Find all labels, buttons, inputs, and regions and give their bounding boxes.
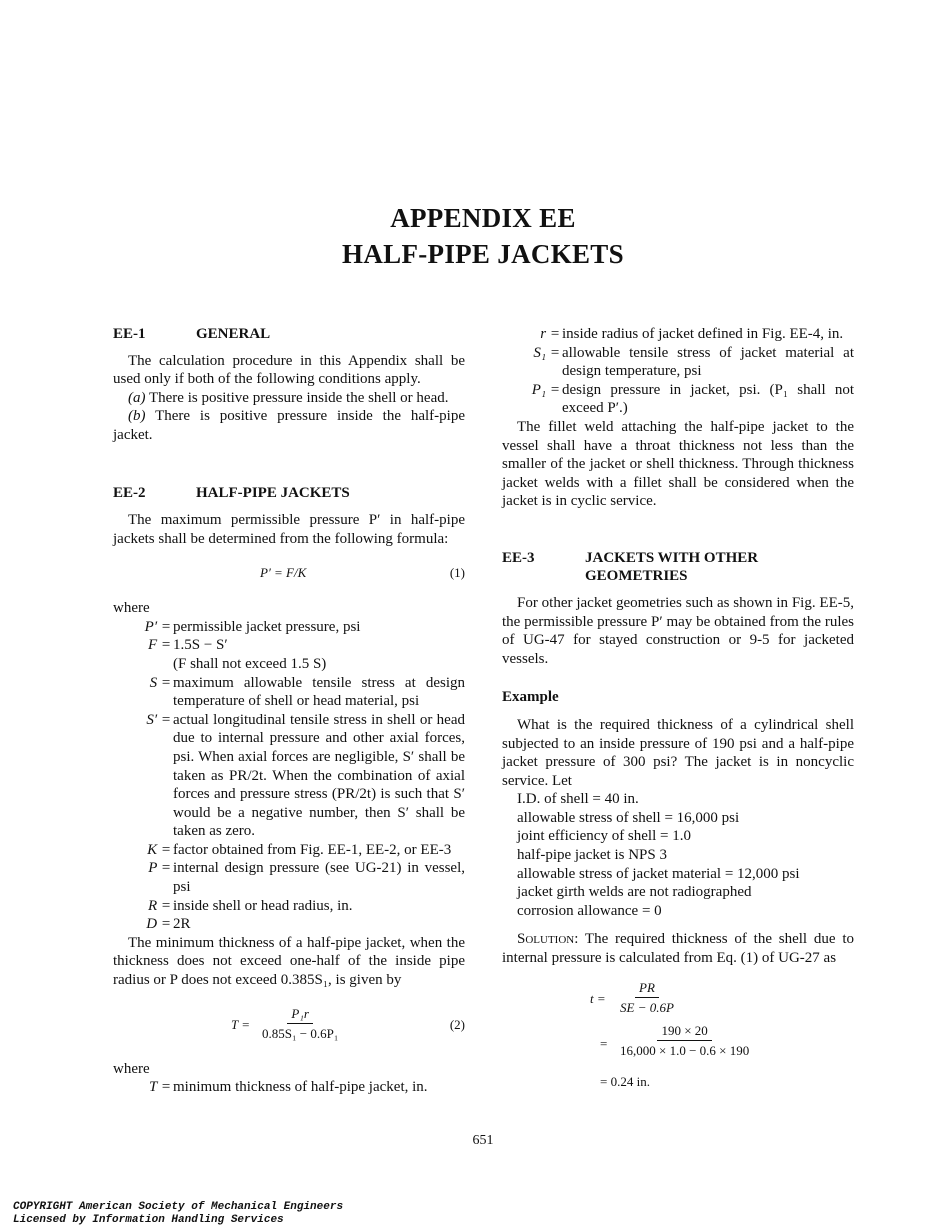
definition-item: [113, 915, 465, 934]
solution-equation: [502, 978, 854, 1088]
equation-1-body: P′ = F/K: [260, 565, 307, 581]
equation-fraction-numeric: [616, 1023, 753, 1058]
section-title: [585, 549, 758, 586]
ee1-intro: The calculation procedure in this Appendix shall be used only if both of the following conditions apply.: [113, 352, 465, 388]
definition-list: [502, 325, 854, 418]
definition-item: [113, 1078, 465, 1097]
min-thickness-para: The minimum thickness of a half-pipe jacket, when the thickness does not exceed one-half of the inside pipe radius or P does not exceed 0.385S₁, is given by: [113, 934, 465, 989]
example-heading: Example: [502, 689, 559, 706]
definition-text: factor obtained from Fig. EE-1, EE-2, or EE-3: [173, 841, 452, 858]
appendix-title: APPENDIX EE: [390, 203, 576, 233]
definition-text: (F shall not exceed 1.5 S): [173, 655, 327, 672]
fraction-denominator: 0.85S₁ − 0.6P₁: [262, 1025, 339, 1041]
ee3-text: For other jacket geometries such as shown in Fig. EE-5, the permissible pressure P′ may be obtained from the rules of UG-47 for stayed construction or 9-5 for jacketed vessels.: [502, 594, 854, 667]
definition-symbol: P′ =: [144, 618, 171, 635]
ee1-condition-b: [113, 407, 465, 444]
solution-text: The required thickness of the shell due to internal pressure is calculated from Eq. (1) of UG-27 as: [502, 931, 854, 967]
fraction-numerator: P₁r: [287, 1006, 313, 1024]
definition-symbol: [113, 655, 173, 674]
definition-text: internal design pressure (see UG-21) in vessel, psi: [173, 860, 465, 896]
condition-label: (b): [128, 408, 146, 425]
definition-symbol: D =: [146, 916, 171, 933]
definition-text: design pressure in jacket, psi. (P₁ shall not exceed P′.): [562, 381, 854, 417]
definition-item: [113, 711, 465, 841]
given-item: joint efficiency of shell = 1.0: [517, 828, 691, 845]
definition-item: [113, 636, 465, 655]
equation-lhs: t =: [590, 990, 606, 1006]
definition-symbol: T =: [149, 1079, 171, 1096]
equation-1-number: (1): [449, 565, 465, 581]
footer-line: Licensed by Information Handling Services: [13, 1213, 284, 1226]
definition-symbol: S₁ =: [533, 344, 560, 361]
fraction-denominator: SE − 0.6P: [620, 999, 674, 1015]
definition-item: [502, 325, 854, 344]
definition-text: allowable tensile stress of jacket material at design temperature, psi: [562, 344, 854, 380]
given-item: half-pipe jacket is NPS 3: [517, 847, 667, 864]
given-item: corrosion allowance = 0: [517, 902, 662, 919]
equation-1: [113, 564, 465, 584]
definition-item: [502, 381, 854, 418]
fraction-numerator: 190 × 20: [657, 1023, 711, 1041]
footer-line: COPYRIGHT American Society of Mechanical Engineers: [13, 1201, 344, 1213]
section-number: EE-2: [113, 485, 146, 502]
solution-para: [502, 930, 854, 967]
definition-item: [113, 859, 465, 896]
equation-result: = 0.24 in.: [600, 1073, 650, 1089]
page-number: 651: [472, 1133, 494, 1148]
section-title-line: JACKETS WITH OTHER: [585, 549, 759, 566]
section-title: HALF-PIPE JACKETS: [196, 485, 350, 502]
definition-symbol: R =: [147, 897, 171, 914]
definition-symbol: S =: [149, 674, 171, 691]
definition-text: permissible jacket pressure, psi: [173, 618, 361, 635]
given-item: allowable stress of shell = 16,000 psi: [517, 809, 740, 826]
definition-item: [113, 897, 465, 916]
definition-item: [113, 841, 465, 860]
example-question: What is the required thickness of a cylindrical shell subjected to an inside pressure of 190 psi and a half-pipe jacket pressure of 300 psi? The jacket is in noncyclic service. Let: [502, 716, 854, 789]
definition-list: [113, 618, 465, 934]
given-item: jacket girth welds are not radiographed: [517, 884, 752, 901]
definition-text: 1.5S − S′: [173, 637, 228, 654]
ee2-intro: The maximum permissible pressure P′ in half-pipe jackets shall be determined from the following formula:: [113, 511, 465, 547]
fraction-denominator: 16,000 × 1.0 − 0.6 × 190: [620, 1042, 750, 1058]
definition-item: [502, 344, 854, 381]
appendix-subtitle: HALF-PIPE JACKETS: [342, 239, 624, 269]
copyright-footer: [13, 1201, 343, 1226]
where-label: where: [113, 1060, 150, 1077]
equation-2-fraction: [258, 1006, 342, 1041]
definition-item: [113, 655, 465, 674]
equation-2-number: (2): [449, 1016, 465, 1032]
fillet-weld-para: The fillet weld attaching the half-pipe jacket to the vessel shall have a throat thickness not less than the smaller of the jacket or shell thickness. Through thickness jacket welds with a fillet shall be considered when the jacket is in cyclic service.: [502, 418, 854, 510]
section-heading-ee3: [502, 549, 854, 586]
definition-text: maximum allowable tensile stress at design temperature of shell or head material, psi: [173, 674, 465, 710]
definition-symbol: r =: [540, 326, 560, 342]
definition-text: inside radius of jacket defined in Fig. EE-4, in.: [562, 326, 844, 342]
where-label: where: [113, 600, 150, 617]
definition-symbol: S′ =: [146, 711, 171, 728]
section-number: EE-3: [502, 549, 535, 566]
section-title-line: GEOMETRIES: [585, 568, 688, 585]
equation-fraction: [616, 980, 678, 1015]
condition-text: There is positive pressure inside the shell or head.: [148, 389, 449, 406]
definition-text: 2R: [173, 916, 191, 933]
given-item: allowable stress of jacket material = 12,000 psi: [517, 865, 800, 882]
definition-symbol: K =: [147, 841, 171, 858]
equals-sign: =: [600, 1035, 608, 1051]
definition-symbol: P =: [148, 860, 171, 877]
definition-item: [113, 618, 465, 637]
definition-item: [113, 674, 465, 711]
equation-2: [113, 1004, 465, 1050]
condition-label: (a): [128, 389, 146, 406]
definition-symbol: P₁ =: [531, 381, 560, 398]
condition-text: There is positive pressure inside the half-pipe jacket.: [113, 408, 465, 443]
section-heading-ee2: [113, 484, 465, 503]
fraction-numerator: PR: [635, 980, 659, 998]
solution-label: Solution:: [517, 931, 579, 948]
right-column: [502, 325, 854, 1088]
equation-2-lhs: T =: [231, 1016, 251, 1032]
left-column: [113, 325, 465, 1097]
section-number: EE-1: [113, 326, 146, 342]
definition-symbol: F =: [147, 637, 171, 654]
section-heading-ee1: [113, 325, 465, 344]
given-item: I.D. of shell = 40 in.: [517, 791, 639, 808]
definition-text: minimum thickness of half-pipe jacket, in.: [173, 1079, 428, 1096]
ee1-condition-a: [113, 389, 465, 408]
definition-text: actual longitudinal tensile stress in shell or head due to internal pressure and other axial forces, psi. When axial forces are negligible, S′ shall be taken as PR/2t. When the combination of axial forces and pressure stress (PR/2t) is such that S′ would be a negative number, then S′ shall be taken as zero.: [173, 711, 465, 840]
definition-text: inside shell or head radius, in.: [173, 897, 353, 914]
section-title: GENERAL: [196, 326, 271, 342]
given-list: [502, 790, 854, 920]
